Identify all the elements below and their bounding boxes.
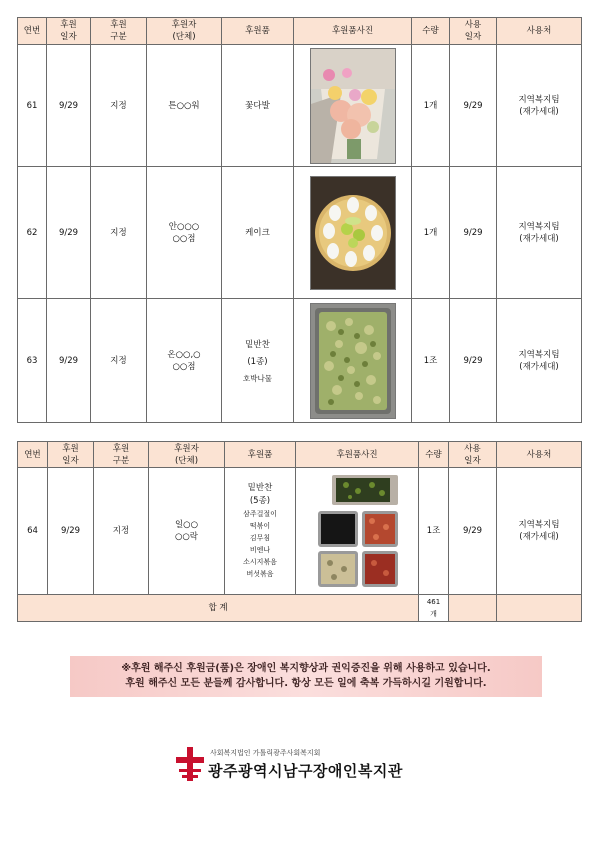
table-row [18, 299, 582, 423]
header-donor: 후원자 (단체) [147, 18, 222, 45]
row-type: 지정 [94, 468, 149, 595]
row-item: 케이크 [222, 167, 294, 299]
header-photo: 후원품사진 [294, 18, 412, 45]
notice-line-2: 후원 해주신 모든 분들께 감사합니다. 항상 모든 일에 축복 가득하시길 기원합니다. [125, 678, 487, 689]
item-detail: 김무침 [249, 534, 271, 542]
table-row [18, 167, 582, 299]
header-donor: 후원자 (단체) [149, 442, 225, 468]
item-detail: 호박나물 [243, 373, 272, 383]
header-use-place: 사용처 [497, 442, 582, 468]
item-detail: 떡볶이 [249, 522, 271, 530]
row-use-date: 9/29 [450, 299, 497, 423]
row-use-place: 지역복지팀 (재가세대) [497, 167, 582, 299]
row-photo [296, 468, 419, 595]
row-donor: 튼○○워 [147, 45, 222, 167]
thank-you-notice [70, 656, 542, 697]
header-date: 후원 일자 [47, 18, 91, 45]
row-use-date: 9/29 [450, 167, 497, 299]
logo-subtitle: 사회복지법인 가톨릭광주사회복지회 [210, 749, 321, 757]
item-detail: 비엔나 [249, 546, 271, 554]
header-type: 후원 구분 [91, 18, 147, 45]
row-use-date: 9/29 [450, 45, 497, 167]
row-photo [294, 167, 412, 299]
notice-line-1: ※후원 해주신 후원금(품)은 장애인 복지향상과 권익증진을 위해 사용하고 있습니다. [121, 663, 491, 674]
row-use-place: 지역복지팀 (재가세대) [497, 468, 582, 595]
row-date: 9/29 [48, 468, 94, 595]
row-photo [294, 299, 412, 423]
row-date: 9/29 [47, 167, 91, 299]
header-photo: 후원품사진 [296, 442, 419, 468]
header-use-date: 사용 일자 [450, 18, 497, 45]
header-use-date: 사용 일자 [449, 442, 497, 468]
row-no: 63 [18, 299, 47, 423]
catholic-cross-icon [176, 747, 204, 781]
header-use-place: 사용처 [497, 18, 582, 45]
row-donor: 일○○ ○○락 [149, 468, 225, 595]
header-no: 연번 [18, 18, 47, 45]
flower-bouquet-photo [310, 48, 396, 164]
five-side-dishes-photo [314, 473, 400, 589]
total-empty-cell [449, 595, 497, 622]
row-qty: 1개 [412, 45, 450, 167]
header-qty: 수량 [419, 442, 449, 468]
header-no: 연번 [18, 442, 48, 468]
table-row [18, 468, 582, 595]
row-photo [294, 45, 412, 167]
row-item [225, 468, 296, 595]
row-qty: 1조 [412, 299, 450, 423]
row-use-place: 지역복지팀 (재가세대) [497, 299, 582, 423]
item-name: 밑반찬 (5종) [247, 483, 273, 506]
table-header-row [18, 442, 582, 468]
total-empty-cell [497, 595, 582, 622]
item-detail: 삼주걸절이 [243, 510, 277, 518]
item-detail: 버섯볶음 [246, 570, 274, 578]
row-no: 62 [18, 167, 47, 299]
header-item: 후원품 [225, 442, 296, 468]
row-donor: 안○○○ ○○점 [147, 167, 222, 299]
header-type: 후원 구분 [94, 442, 149, 468]
row-qty: 1조 [419, 468, 449, 595]
total-label: 합 계 [18, 595, 419, 622]
donation-table-2 [17, 441, 582, 622]
row-type: 지정 [91, 167, 147, 299]
row-item [222, 299, 294, 423]
row-date: 9/29 [47, 299, 91, 423]
row-type: 지정 [91, 45, 147, 167]
item-name: 밑반찬 (1종) [245, 339, 270, 367]
item-detail: 소시지볶음 [243, 558, 277, 566]
row-no: 64 [18, 468, 48, 595]
row-qty: 1개 [412, 167, 450, 299]
donation-table-1 [17, 17, 582, 423]
header-date: 후원 일자 [48, 442, 94, 468]
row-use-place: 지역복지팀 (재가세대) [497, 45, 582, 167]
row-use-date: 9/29 [449, 468, 497, 595]
total-qty: 461 개 [419, 595, 449, 622]
row-no: 61 [18, 45, 47, 167]
row-item: 꽃다발 [222, 45, 294, 167]
table-header-row [18, 18, 582, 45]
header-item: 후원품 [222, 18, 294, 45]
cake-photo [310, 176, 396, 290]
row-type: 지정 [91, 299, 147, 423]
header-qty: 수량 [412, 18, 450, 45]
logo-title: 광주광역시남구장애인복지관 [208, 762, 403, 780]
table-row [18, 45, 582, 167]
total-row [18, 595, 582, 622]
row-date: 9/29 [47, 45, 91, 167]
organization-logo [176, 744, 406, 799]
row-donor: 온○○,○ ○○점 [147, 299, 222, 423]
side-dish-tray-photo [310, 303, 396, 419]
